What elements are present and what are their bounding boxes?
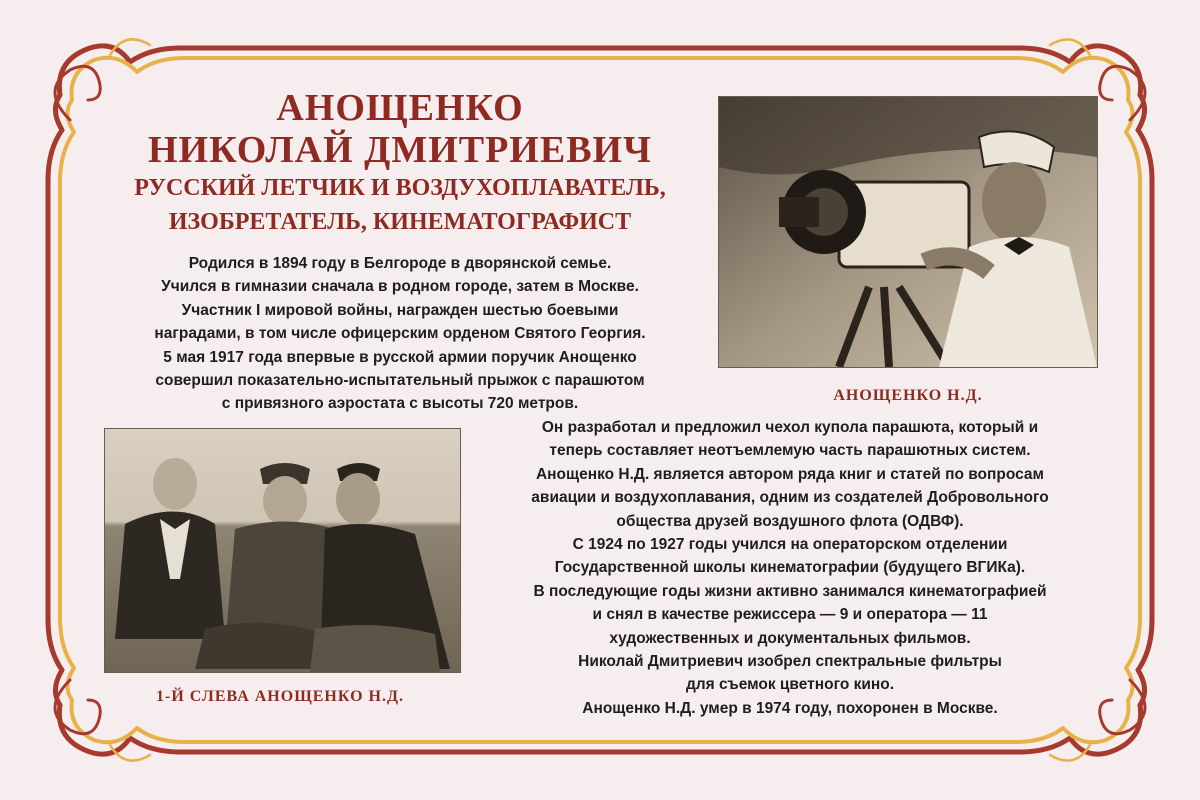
body-line: и снял в качестве режиссера — 9 и оператора — 11 <box>592 606 988 624</box>
intro-line: наградами, в том числе офицерским орденом Святого Георгия. <box>154 325 646 343</box>
portrait-photo <box>718 96 1098 368</box>
body-line: Анощенко Н.Д. является автором ряда книг и статей по вопросам <box>535 465 1045 483</box>
body-line: Государственной школы кинематографии (будущего ВГИКа). <box>554 559 1026 577</box>
intro-line: Родился в 1894 году в Белгороде в дворянской семье. <box>188 255 612 272</box>
intro-line: совершил показательно-испытательный прыжок с парашютом <box>155 372 645 390</box>
heading-subtitle-line1: РУССКИЙ ЛЕТЧИК И ВОЗДУХОПЛАВАТЕЛЬ, <box>134 175 666 201</box>
body-line: авиации и воздухоплавания, одним из создателей Добровольного <box>531 489 1049 507</box>
intro-line: 5 мая 1917 года впервые в русской армии поручик Анощенко <box>163 348 637 366</box>
body-line: художественных и документальных фильмов. <box>609 629 971 647</box>
heading-surname: АНОЩЕНКО <box>276 87 524 129</box>
body-line: Николай Дмитриевич изобрел спектральные фильтры <box>578 653 1002 671</box>
heading-full-name: НИКОЛАЙ ДМИТРИЕВИЧ <box>147 129 653 171</box>
body-line: для съемок цветного кино. <box>685 676 895 694</box>
body-line: теперь составляет неотъемлемую часть парашютных систем. <box>549 442 1031 460</box>
heading-subtitle-line2: ИЗОБРЕТАТЕЛЬ, КИНЕМАТОГРАФИСТ <box>168 209 632 235</box>
intro-paragraph <box>100 252 700 416</box>
body-line: Он разработал и предложил чехол купола парашюта, который и <box>541 419 1039 436</box>
body-line: Анощенко Н.Д. умер в 1974 году, похоронен в Москве. <box>582 699 998 717</box>
body-line: общества друзей воздушного флота (ОДВФ). <box>616 512 964 530</box>
group-photo <box>104 428 461 673</box>
group-photo-caption: 1-Й СЛЕВА АНОЩЕНКО Н.Д. <box>156 688 404 705</box>
intro-line: Учился в гимназии сначала в родном городе, затем в Москве. <box>161 278 639 296</box>
body-paragraph <box>462 416 1118 720</box>
portrait-caption: АНОЩЕНКО Н.Д. <box>833 387 983 404</box>
body-line: С 1924 по 1927 годы учился на операторском отделении <box>572 536 1008 554</box>
intro-line: с привязного аэростата с высоты 720 метров. <box>221 395 579 413</box>
intro-line: Участник I мировой войны, награжден шестью боевыми <box>181 301 619 319</box>
body-line: В последующие годы жизни активно занимался кинематографией <box>533 582 1047 600</box>
